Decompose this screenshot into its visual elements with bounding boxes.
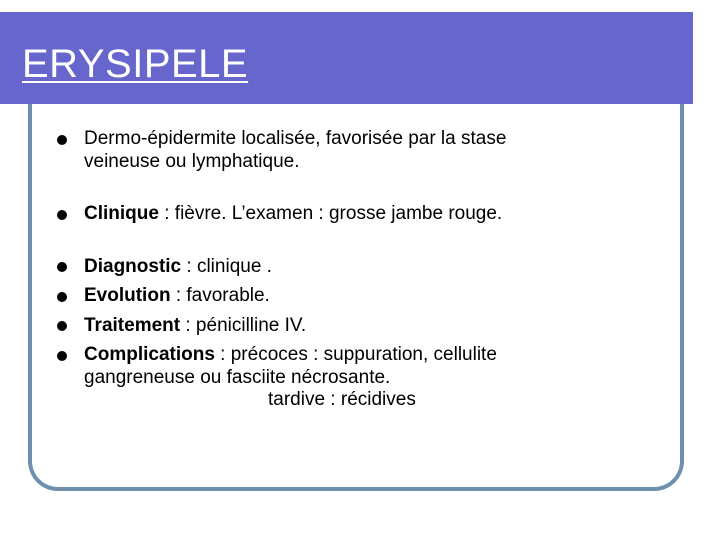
bullet-clinique	[54, 203, 644, 226]
bullet-text: : clinique .	[181, 255, 272, 277]
bullet-text: Dermo-épidermite localisée, favorisée par la stase	[84, 128, 507, 149]
bullet-dermo-epidermite	[54, 128, 644, 173]
bullet-complications	[54, 344, 644, 412]
bullet-lead: Evolution	[84, 285, 171, 306]
bullet-text: : fièvre. L’examen : grosse jambe rouge.	[158, 203, 503, 224]
bullet-text: : pénicilline IV.	[180, 314, 307, 336]
bullet-lead: Traitement	[84, 314, 181, 336]
bullet-text: : précoces : suppuration, cellulite	[214, 344, 497, 365]
bullet-lead: Diagnostic	[84, 255, 182, 277]
slide-title: ERYSIPELE	[22, 42, 249, 86]
bullet-text-continued: gangreneuse ou fasciite nécrosante.	[84, 366, 391, 388]
bullet-lead: Complications	[84, 344, 215, 365]
bullet-evolution	[54, 285, 644, 308]
bullet-dot-icon	[57, 351, 67, 361]
bullet-dot-icon	[57, 210, 67, 220]
bullet-dot-icon	[57, 292, 67, 302]
bullet-dot-icon	[57, 135, 67, 145]
bullet-diagnostic	[54, 256, 644, 279]
bullet-text-continued: veineuse ou lymphatique.	[84, 150, 300, 172]
bullet-dot-icon	[57, 262, 67, 272]
bullet-dot-icon	[57, 321, 67, 331]
bullet-list	[54, 128, 644, 412]
bullet-text-tardive: tardive : récidives	[268, 389, 416, 410]
bullet-lead: Clinique	[84, 203, 159, 224]
bullet-text: : favorable.	[170, 285, 270, 306]
title-bar	[0, 12, 693, 104]
bullet-traitement	[54, 315, 644, 338]
